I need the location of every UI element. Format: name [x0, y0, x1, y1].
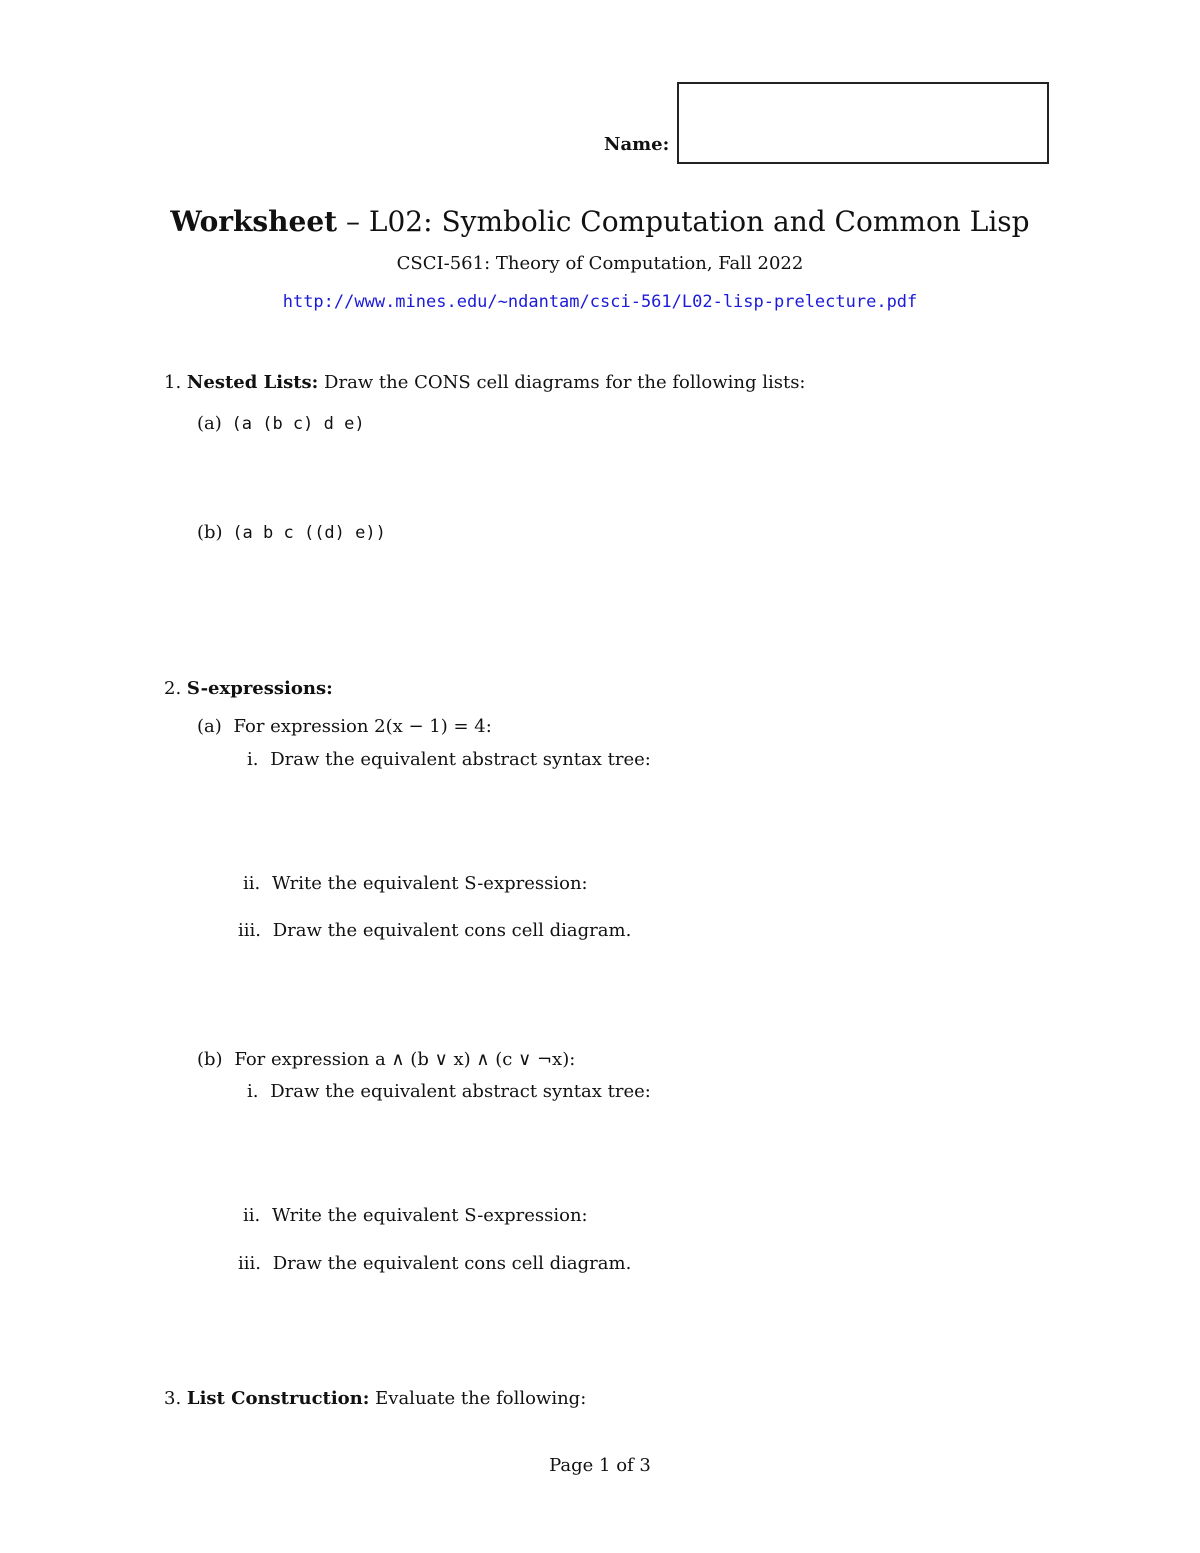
- question-2b: [197, 1049, 575, 1070]
- subitem-text: Draw the equivalent cons cell diagram.: [272, 1253, 632, 1274]
- question-2a: [197, 716, 492, 737]
- subitem-text: Draw the equivalent abstract syntax tree:: [270, 1081, 651, 1102]
- item-label: (a): [197, 716, 222, 737]
- subitem-label: i.: [247, 749, 259, 770]
- page-title: [0, 205, 1200, 238]
- subitem-label: ii.: [243, 873, 261, 894]
- page-number: Page 1 of 3: [549, 1455, 651, 1476]
- question-1a: [197, 413, 365, 434]
- question-2a-iii: [238, 920, 631, 941]
- question-2b-iii: [238, 1253, 631, 1274]
- question-2a-i: [247, 749, 651, 770]
- question-text: Draw the CONS cell diagrams for the following lists:: [318, 372, 806, 393]
- prelecture-link[interactable]: http://www.mines.edu/~ndantam/csci-561/L02-lisp-prelecture.pdf: [282, 292, 918, 312]
- question-number: 3.: [164, 1388, 182, 1409]
- course-subtitle: CSCI-561: Theory of Computation, Fall 2022: [396, 253, 804, 274]
- subitem-label: i.: [247, 1081, 259, 1102]
- item-label: (b): [197, 522, 223, 543]
- name-field-box[interactable]: [677, 82, 1049, 164]
- question-3: [164, 1388, 586, 1409]
- question-1b: [197, 522, 386, 543]
- title-rest: – L02: Symbolic Computation and Common Lisp: [337, 205, 1030, 238]
- subitem-text: Draw the equivalent abstract syntax tree:: [270, 749, 651, 770]
- question-number: 2.: [164, 678, 182, 699]
- question-2b-i: [247, 1081, 651, 1102]
- subitem-label: iii.: [238, 920, 261, 941]
- subitem-label: iii.: [238, 1253, 261, 1274]
- list-code: (a b c ((d) e)): [232, 523, 386, 543]
- expression-text: For expression 2(x − 1) = 4:: [233, 716, 492, 737]
- question-text: Evaluate the following:: [369, 1388, 587, 1409]
- title-bold: Worksheet: [170, 205, 338, 238]
- question-2a-ii: [243, 873, 588, 894]
- question-2b-ii: [243, 1205, 588, 1226]
- subitem-text: Write the equivalent S-expression:: [271, 1205, 588, 1226]
- question-number: 1.: [164, 372, 182, 393]
- subitem-text: Draw the equivalent cons cell diagram.: [272, 920, 632, 941]
- question-heading: List Construction:: [186, 1388, 370, 1409]
- question-heading: S-expressions:: [186, 678, 333, 699]
- subitem-text: Write the equivalent S-expression:: [271, 873, 588, 894]
- subitem-label: ii.: [243, 1205, 261, 1226]
- item-label: (a): [197, 413, 222, 434]
- list-code: (a (b c) d e): [231, 414, 365, 434]
- question-1: [164, 372, 806, 393]
- name-label: Name:: [604, 134, 670, 155]
- expression-text: For expression a ∧ (b ∨ x) ∧ (c ∨ ¬x):: [234, 1049, 576, 1070]
- item-label: (b): [197, 1049, 223, 1070]
- question-heading: Nested Lists:: [186, 372, 319, 393]
- question-2: [164, 678, 333, 699]
